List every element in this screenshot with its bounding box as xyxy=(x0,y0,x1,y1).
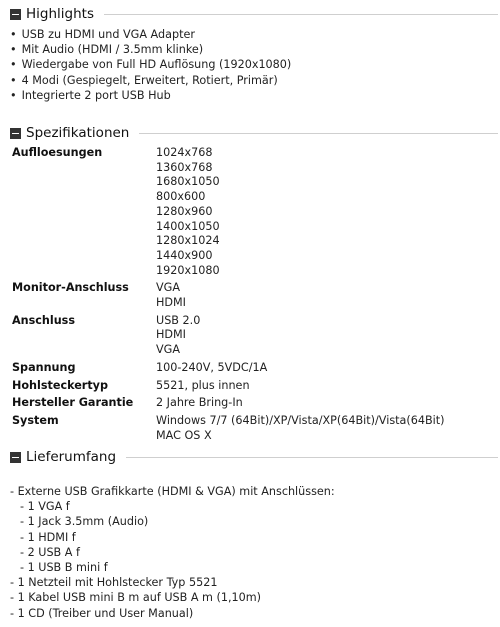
spec-row xyxy=(12,161,445,176)
highlights-header xyxy=(10,5,500,23)
spec-value: HDMI xyxy=(156,296,186,310)
minus-square-icon xyxy=(10,452,21,463)
spec-value: 100-240V, 5VDC/1A xyxy=(156,360,268,374)
section-divider xyxy=(139,133,498,134)
lieferumfang-item: - 1 Netzteil mit Hohlstecker Typ 5521 xyxy=(10,576,218,590)
spec-label-empty xyxy=(12,161,156,176)
lieferumfang-item: - 1 Kabel USB mini B m auf USB A m (1,10m) xyxy=(10,591,262,605)
spec-label-empty xyxy=(12,343,156,358)
specs-title: Spezifikationen xyxy=(26,125,130,141)
highlight-item: • Mit Audio (HDMI / 3.5mm klinke) xyxy=(10,42,291,57)
lieferumfang-item: - 1 VGA f xyxy=(20,500,70,514)
spec-label: Hohlsteckertyp xyxy=(12,378,108,392)
section-divider xyxy=(126,457,498,458)
minus-square-icon xyxy=(10,9,21,20)
spec-value: 1440x900 xyxy=(156,248,213,262)
spec-row xyxy=(12,376,445,394)
spec-row xyxy=(12,234,445,249)
lieferumfang-item: - 1 HDMI f xyxy=(20,530,76,544)
spec-row xyxy=(12,411,445,429)
lieferumfang-header xyxy=(10,448,500,466)
spec-value: 1680x1050 xyxy=(156,175,220,189)
spec-value: 1920x1080 xyxy=(156,263,220,277)
lieferumfang-item: - Externe USB Grafikkarte (HDMI & VGA) mit Anschlüssen: xyxy=(10,485,335,498)
spec-value: MAC OS X xyxy=(156,428,212,442)
spec-value: USB 2.0 xyxy=(156,313,201,327)
highlight-item: • Integrierte 2 port USB Hub xyxy=(10,88,291,103)
spec-label-empty xyxy=(12,205,156,220)
spec-label-empty xyxy=(12,249,156,264)
spec-row xyxy=(12,220,445,235)
spec-row xyxy=(12,249,445,264)
lieferumfang-item: - 1 CD (Treiber und User Manual) xyxy=(10,606,194,620)
spec-row xyxy=(12,296,445,311)
section-divider xyxy=(104,14,498,15)
spec-label-empty xyxy=(12,220,156,235)
spec-label: Hersteller Garantie xyxy=(12,396,134,410)
lieferumfang-item: - 1 USB B mini f xyxy=(20,561,108,575)
spec-row xyxy=(12,278,445,296)
spec-row xyxy=(12,328,445,343)
spec-row xyxy=(12,264,445,279)
spec-label-empty xyxy=(12,328,156,343)
lieferumfang-title: Lieferumfang xyxy=(26,449,117,465)
spec-value: VGA xyxy=(156,343,180,357)
specs-header xyxy=(10,124,500,142)
spec-label: Anschluss xyxy=(12,313,75,327)
spec-value: 2 Jahre Bring-In xyxy=(156,396,243,410)
lieferumfang-item: - 1 Jack 3.5mm (Audio) xyxy=(20,515,149,529)
spec-label-empty xyxy=(12,296,156,311)
spec-row xyxy=(12,175,445,190)
spec-label: Auflloesungen xyxy=(12,146,103,159)
spec-row xyxy=(12,358,445,376)
specs-table xyxy=(12,146,445,443)
spec-value: 1024x768 xyxy=(156,146,213,159)
lieferumfang-item: - 2 USB A f xyxy=(20,545,80,559)
spec-row xyxy=(12,205,445,220)
spec-row xyxy=(12,429,445,444)
highlights-title: Highlights xyxy=(26,6,94,22)
spec-value: 1360x768 xyxy=(156,160,213,174)
spec-label: Monitor-Anschluss xyxy=(12,281,129,295)
spec-label-empty xyxy=(12,234,156,249)
spec-label: Spannung xyxy=(12,360,76,374)
spec-label-empty xyxy=(12,429,156,444)
spec-value: Windows 7/7 (64Bit)/XP/Vista/XP(64Bit)/Vista(64Bit) xyxy=(156,413,445,427)
spec-row xyxy=(12,311,445,329)
spec-value: 1400x1050 xyxy=(156,219,220,233)
spec-row xyxy=(12,393,445,411)
spec-value: 1280x1024 xyxy=(156,234,220,248)
spec-row xyxy=(12,343,445,358)
highlight-item: • USB zu HDMI und VGA Adapter xyxy=(10,27,291,42)
highlight-item: • 4 Modi (Gespiegelt, Erweitert, Rotiert, Primär) xyxy=(10,73,291,88)
highlight-item: • Wiedergabe von Full HD Auflösung (1920x1080) xyxy=(10,57,291,72)
spec-label-empty xyxy=(12,175,156,190)
lieferumfang-list xyxy=(10,484,335,621)
highlights-list xyxy=(10,27,291,103)
spec-value: HDMI xyxy=(156,328,186,342)
spec-label-empty xyxy=(12,190,156,205)
spec-label: System xyxy=(12,413,59,427)
spec-value: 1280x960 xyxy=(156,204,213,218)
spec-value: 5521, plus innen xyxy=(156,378,250,392)
spec-value: 800x600 xyxy=(156,190,206,204)
spec-row xyxy=(12,190,445,205)
spec-row xyxy=(12,146,445,161)
spec-value: VGA xyxy=(156,281,180,295)
minus-square-icon xyxy=(10,128,21,139)
spec-label-empty xyxy=(12,264,156,279)
